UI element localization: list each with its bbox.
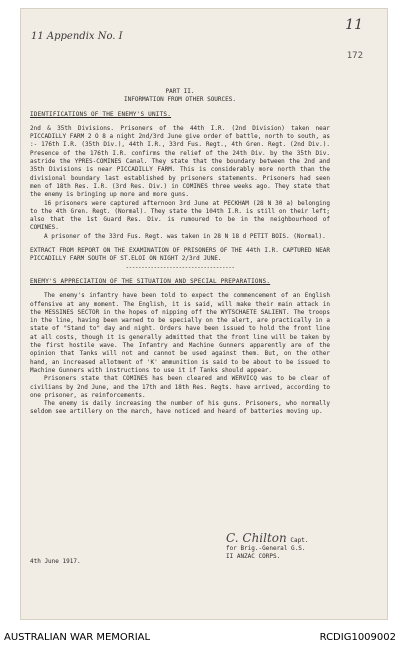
document-body: [30, 88, 330, 417]
signature-line-role: for Brig.-General G.S.: [226, 545, 306, 552]
handwritten-appendix-note: 11 Appendix No. I: [31, 31, 123, 42]
handwritten-page-number: 11: [345, 17, 363, 33]
signature-rank: Capt.: [290, 537, 309, 544]
handwritten-signature: C. Chilton: [226, 531, 287, 545]
signature-line-corps: II ANZAC CORPS.: [226, 553, 281, 560]
paragraph-divisions: 2nd & 35th Divisions. Prisoners of the 44th I.R. (2nd Division) taken near PICCADILLY FARM 2 O 8 a night 2nd/3rd June give order of battle, north to south, as :- 176th I.R. (35th Div.), 44th I.R., 33rd Fus. Regt., 4th Gren. Regt. (2nd Div.). Presence of the 176th I.R. confirms the relief of the 24th Div. by the 35th Div. astride the YPRES-COMINES Canal. They state that the boundary between the 2nd and 35th Divisions is near PICCADILLY FARM. This is considerably more north than the divisional boundary last established by prisoners statements. Prisoners had seen men of 18th Res. I.R. (3rd Res. Div.) in COMINES three weeks ago. They state that the enemy is bringing up more and more guns.: [30, 124, 330, 199]
paragraph-peckham-prisoners: 16 prisoners were captured afternoon 3rd June at PECKHAM (28 N 30 a) belonging to the 4th Gren. Regt. (Normal). They state the 104th I.R. is still on their left; also that the 1st Guard Res. Div. is rumoured to be in the neighbourhood of COMINES.: [30, 199, 330, 232]
paragraph-comines-cleared: Prisoners state that COMINES has been cleared and WERVICQ was to be clear of civilians by 2nd June, and the 17th and 18th Res. Regts. have arrived, according to one prisoner, as reinforcements.: [30, 375, 330, 399]
paragraph-petit-bois: A prisoner of the 33rd Fus. Regt. was taken in 28 N 18 d PETIT BOIS. (Normal).: [44, 232, 326, 240]
section-heading-appreciation: ENEMY'S APPRECIATION OF THE SITUATION AND SPECIAL PREPARATIONS.: [30, 277, 271, 285]
archive-name: AUSTRALIAN WAR MEMORIAL: [4, 632, 151, 643]
part-label: PART II.: [165, 88, 195, 95]
signature-block: [226, 531, 309, 561]
extract-heading: EXTRACT FROM REPORT ON THE EXAMINATION OF PRISONERS OF THE 44th I.R. CAPTURED NEAR PICCADILLY FARM SOUTH OF ST.ELOI ON NIGHT 2/3rd JUNE.: [30, 247, 330, 263]
divider-line: -----------------------------------: [125, 263, 235, 271]
document-date: 4th June 1917.: [30, 558, 81, 565]
paragraph-enemy-offensive: The enemy's infantry have been told to expect the commencement of an English offensive at any moment. The English, it is said, will make their main attack in the MESSINES SECTOR in the hopes of nipping off the WYTSCHAETE SALIENT. The troops in the line, having been warned to be specially on the alert, are practically in a state of "Stand to" day and night. Orders have been issued to hold the front line at all costs, though it is generally admitted that the front line will be taken by the first hostile wave. The Infantry and Machine Gunners apparently are of the opinion that Tanks will not and cannot be used against them. But, on the other hand, an increased allotment of 'K' ammunition is said to be about to be issued to Machine Gunners with instructions to use it if Tanks should appear.: [30, 292, 330, 374]
archive-id: RCDIG1009002: [319, 632, 396, 643]
archive-footer: [0, 622, 400, 654]
folio-stamp: 172: [346, 51, 363, 61]
section-heading-identifications: IDENTIFICATIONS OF THE ENEMY'S UNITS.: [30, 110, 172, 118]
document-title: INFORMATION FROM OTHER SOURCES.: [124, 96, 236, 104]
paragraph-guns-increasing: The enemy is daily increasing the number of his guns. Prisoners, who normally seldom see artillery on the march, have noticed and heard of batteries moving up.: [30, 400, 330, 416]
